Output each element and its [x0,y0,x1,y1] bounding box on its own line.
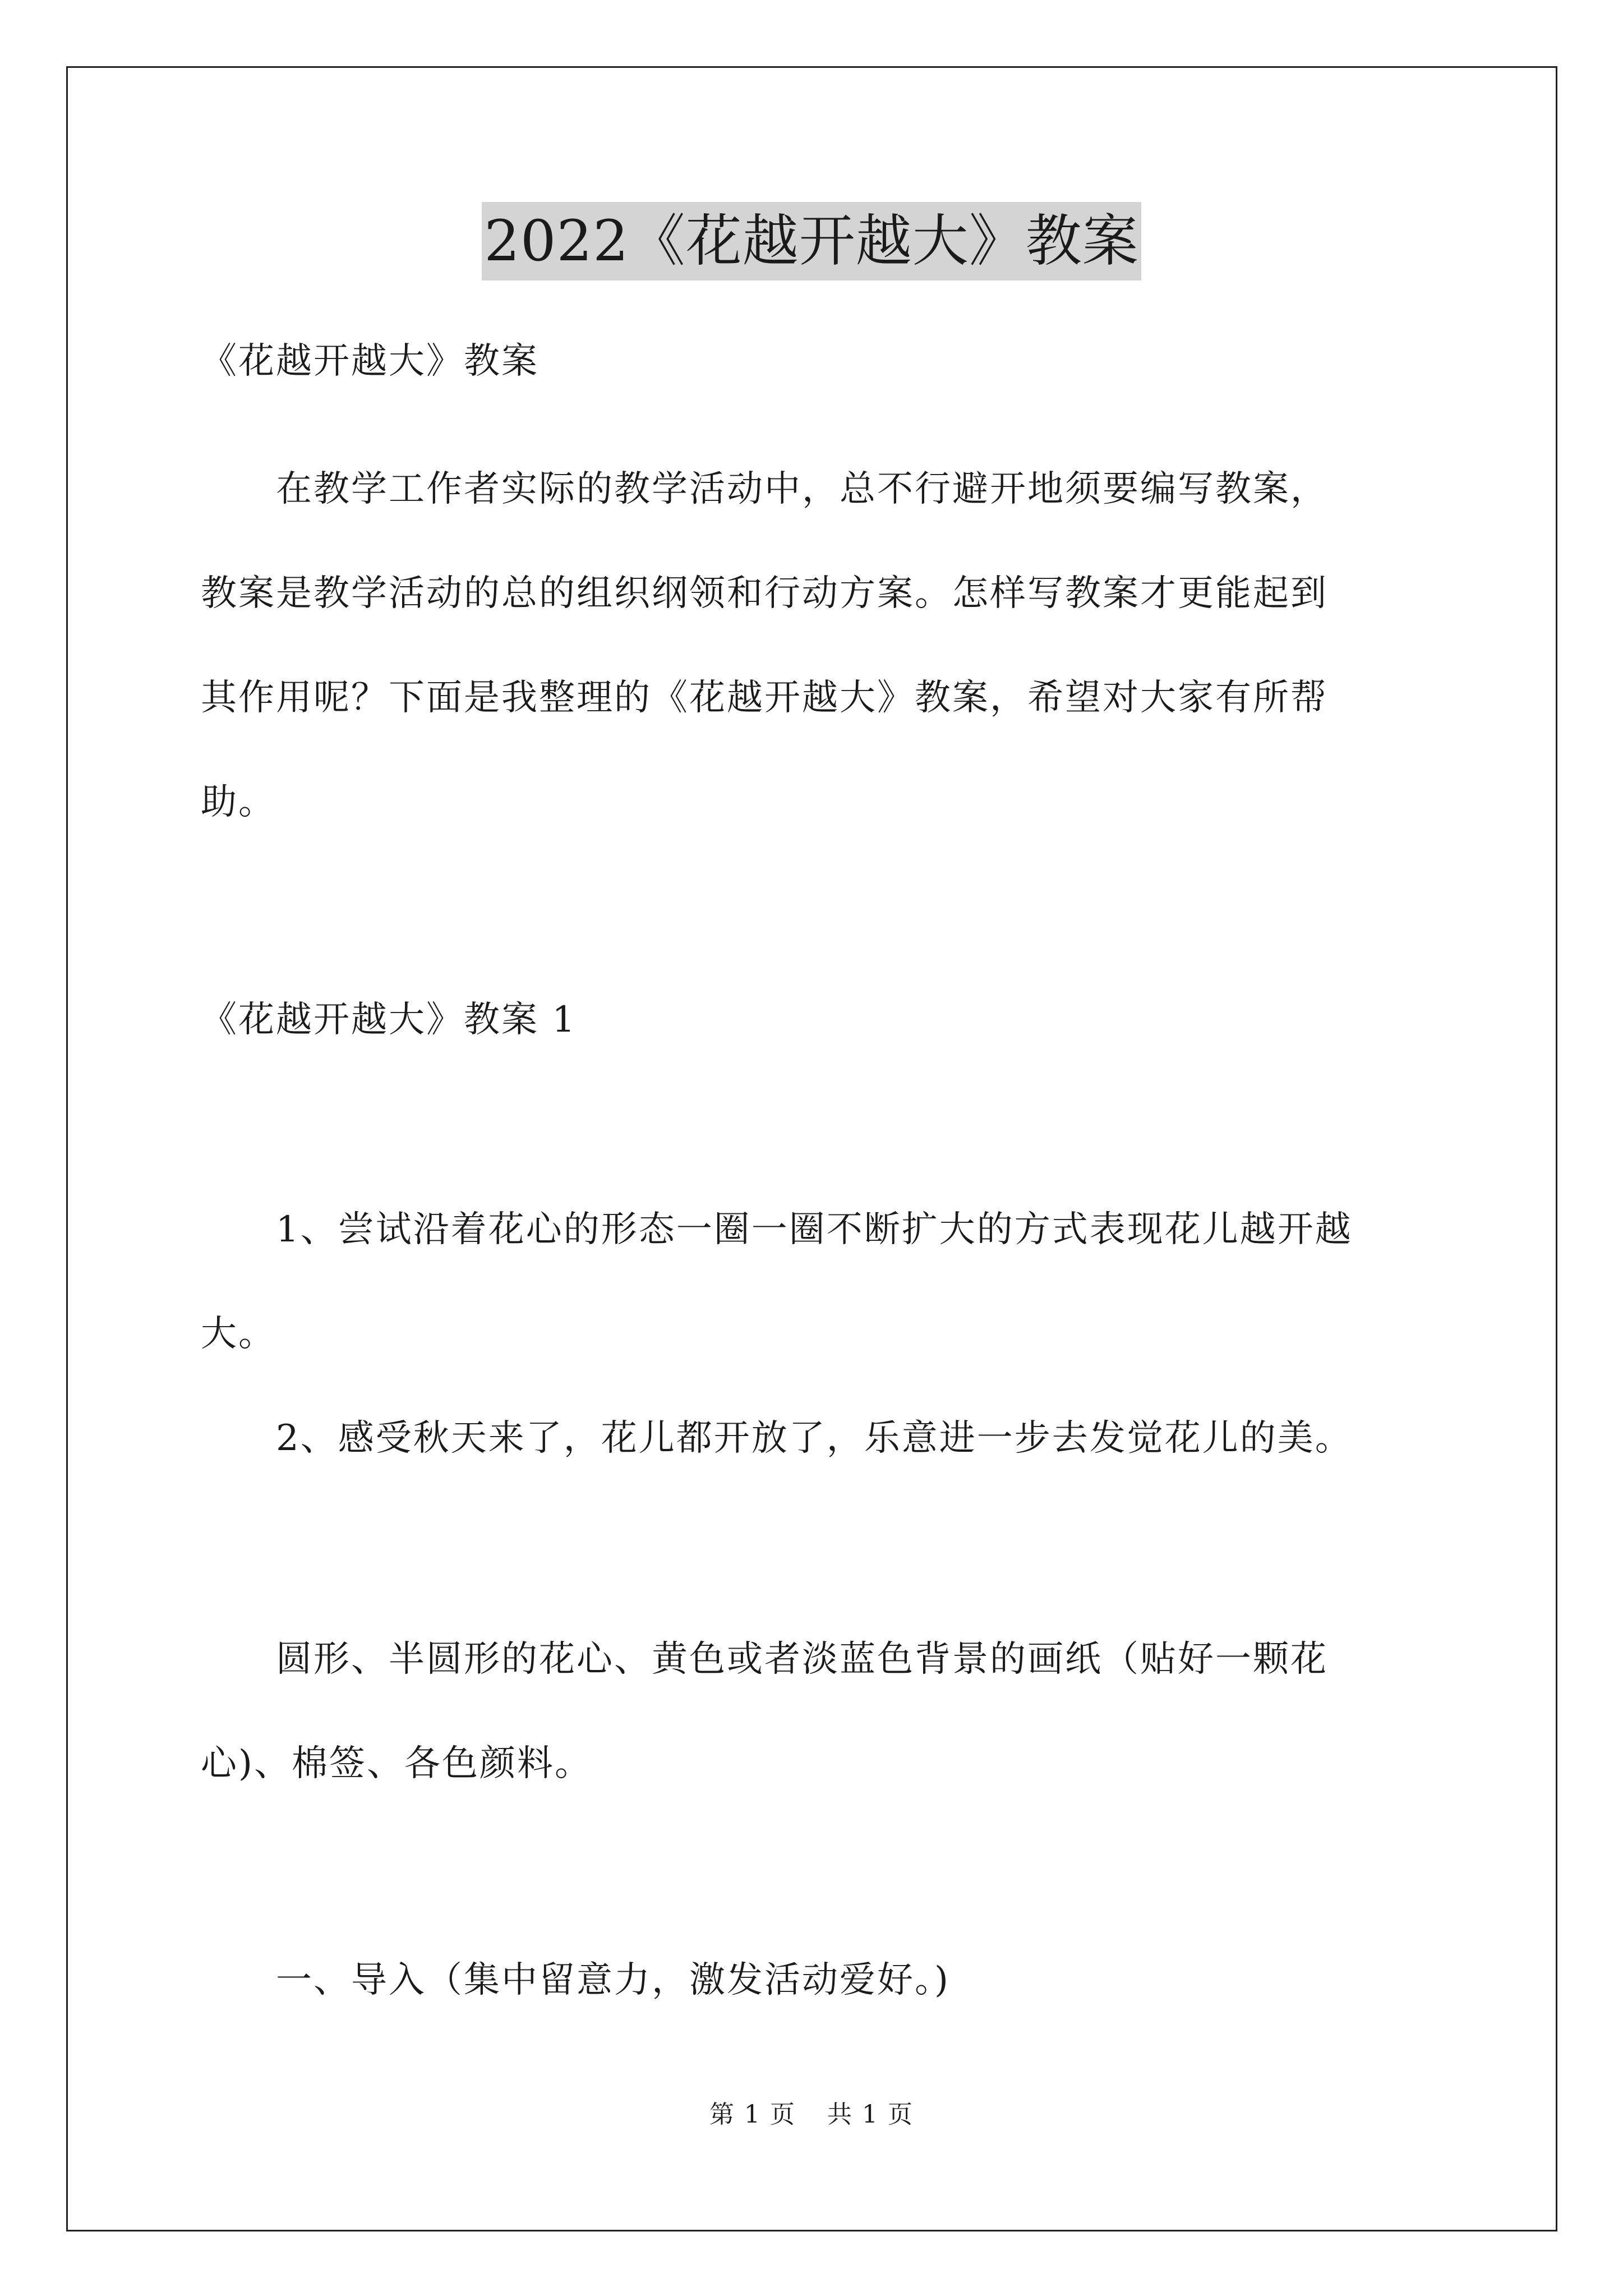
paragraph-line: 教案是教学活动的总的组织纲领和行动方案。怎样写教案才更能起到 [201,573,1328,614]
page-number-total: 共 1 页 [827,2100,914,2129]
page-footer [0,2098,1623,2132]
title-container [0,202,1623,280]
paragraph-line: 圆形、半圆形的花心、黄色或者淡蓝色背景的画纸（贴好一颗花 [201,1639,1328,1680]
paragraph-line: 心)、棉签、各色颜料。 [201,1743,592,1784]
page-number-current: 第 1 页 [709,2100,796,2129]
section-heading: 《花越开越大》教案 1 [201,999,577,1041]
page-border [66,66,1557,2231]
paragraph-line: 一、导入（集中留意力，激发活动爱好。) [201,1959,950,2001]
subtitle-line: 《花越开越大》教案 [201,341,539,382]
paragraph-line: 在教学工作者实际的教学活动中，总不行避开地须要编写教案， [201,468,1328,510]
paragraph-line: 大。 [201,1313,276,1355]
paragraph-line: 其作用呢？下面是我整理的《花越开越大》教案，希望对大家有所帮 [201,677,1328,719]
paragraph-line: 2、感受秋天来了，花儿都开放了，乐意进一步去发觉花儿的美。 [201,1418,1353,1459]
paragraph-line: 1、尝试沿着花心的形态一圈一圈不断扩大的方式表现花儿越开越 [201,1209,1353,1250]
paragraph-line: 助。 [201,781,276,823]
document-title: 2022《花越开越大》教案 [482,202,1141,280]
